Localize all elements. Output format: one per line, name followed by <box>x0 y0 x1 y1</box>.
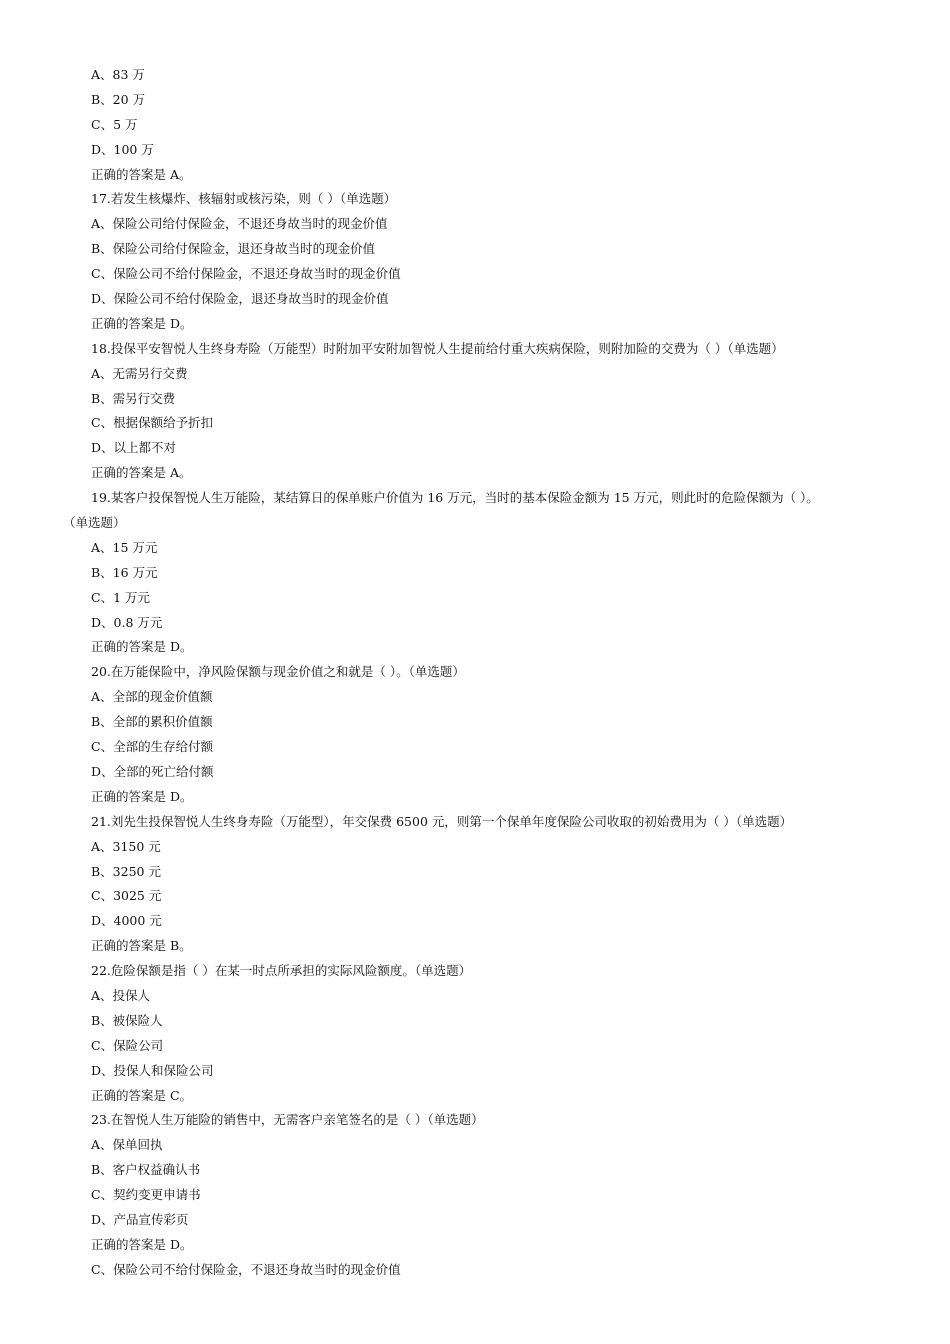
option-text: D、0.8 万元 <box>91 614 163 630</box>
answer-text: 正确的答案是 D。 <box>91 788 193 804</box>
answer-text: 正确的答案是 D。 <box>91 1236 193 1252</box>
option-text: B、需另行交费 <box>91 390 176 406</box>
document-body <box>0 63 950 1283</box>
option-text: B、20 万 <box>91 91 146 107</box>
option-text: C、保险公司不给付保险金，不退还身故当时的现金价值 <box>91 1261 401 1277</box>
option-text: C、1 万元 <box>91 589 150 605</box>
option-text: D、投保人和保险公司 <box>91 1062 214 1078</box>
question-text: 21.刘先生投保智悦人生终身寿险（万能型），年交保费 6500 元，则第一个保单年度保险公司收取的初始费用为（ ）（单选题） <box>91 813 793 829</box>
option-text: C、保险公司不给付保险金，不退还身故当时的现金价值 <box>91 266 401 282</box>
option-text: C、3025 元 <box>91 888 162 904</box>
question-continuation: （单选题） <box>63 515 126 531</box>
option-text: D、保险公司不给付保险金，退还身故当时的现金价值 <box>91 291 389 307</box>
option-text: A、无需另行交费 <box>91 365 188 381</box>
option-text: C、5 万 <box>91 116 138 132</box>
option-text: D、全部的死亡给付额 <box>91 763 214 779</box>
option-text: B、保险公司给付保险金，退还身故当时的现金价值 <box>91 241 376 257</box>
question-text: 23.在智悦人生万能险的销售中，无需客户亲笔签名的是（ ）（单选题） <box>91 1112 484 1128</box>
question-text: 19.某客户投保智悦人生万能险，某结算日的保单账户价值为 16 万元，当时的基本保险金额为 15 万元，则此时的危险保额为（ ）。 <box>91 490 819 506</box>
option-text: A、保单回执 <box>91 1137 163 1153</box>
option-text: A、83 万 <box>91 67 145 82</box>
option-text: D、4000 元 <box>91 913 162 929</box>
option-text: A、15 万元 <box>91 539 158 555</box>
option-text: D、产品宣传彩页 <box>91 1211 189 1227</box>
option-text: C、保险公司 <box>91 1037 164 1053</box>
answer-text: 正确的答案是 D。 <box>91 639 193 655</box>
option-text: A、保险公司给付保险金，不退还身故当时的现金价值 <box>91 216 388 232</box>
answer-text: 正确的答案是 A。 <box>91 465 192 481</box>
option-text: B、客户权益确认书 <box>91 1162 201 1178</box>
option-text: C、契约变更申请书 <box>91 1187 201 1203</box>
option-text: A、全部的现金价值额 <box>91 689 213 705</box>
option-text: D、100 万 <box>91 141 154 157</box>
option-text: C、根据保额给予折扣 <box>91 415 214 431</box>
option-text: B、全部的累积价值额 <box>91 714 213 730</box>
option-text: B、3250 元 <box>91 863 161 879</box>
answer-text: 正确的答案是 B。 <box>91 938 192 954</box>
question-text: 22.危险保额是指（ ）在某一时点所承担的实际风险额度。（单选题） <box>91 963 472 979</box>
option-text: C、全部的生存给付额 <box>91 739 214 755</box>
option-text: B、16 万元 <box>91 564 158 580</box>
question-text: 17.若发生核爆炸、核辐射或核污染，则（ ）（单选题） <box>91 191 397 207</box>
option-text: A、3150 元 <box>91 838 161 854</box>
answer-text: 正确的答案是 C。 <box>91 1087 193 1103</box>
question-text: 18.投保平安智悦人生终身寿险（万能型）时附加平安附加智悦人生提前给付重大疾病保险，则附加险的交费为（ ）（单选题） <box>91 340 784 356</box>
answer-text: 正确的答案是 D。 <box>91 315 193 331</box>
option-text: D、以上都不对 <box>91 440 177 456</box>
option-text: B、被保险人 <box>91 1012 163 1028</box>
question-text: 20.在万能保险中，净风险保额与现金价值之和就是（ ）。（单选题） <box>91 664 465 680</box>
option-text: A、投保人 <box>91 987 151 1003</box>
answer-text: 正确的答案是 A。 <box>91 166 192 182</box>
